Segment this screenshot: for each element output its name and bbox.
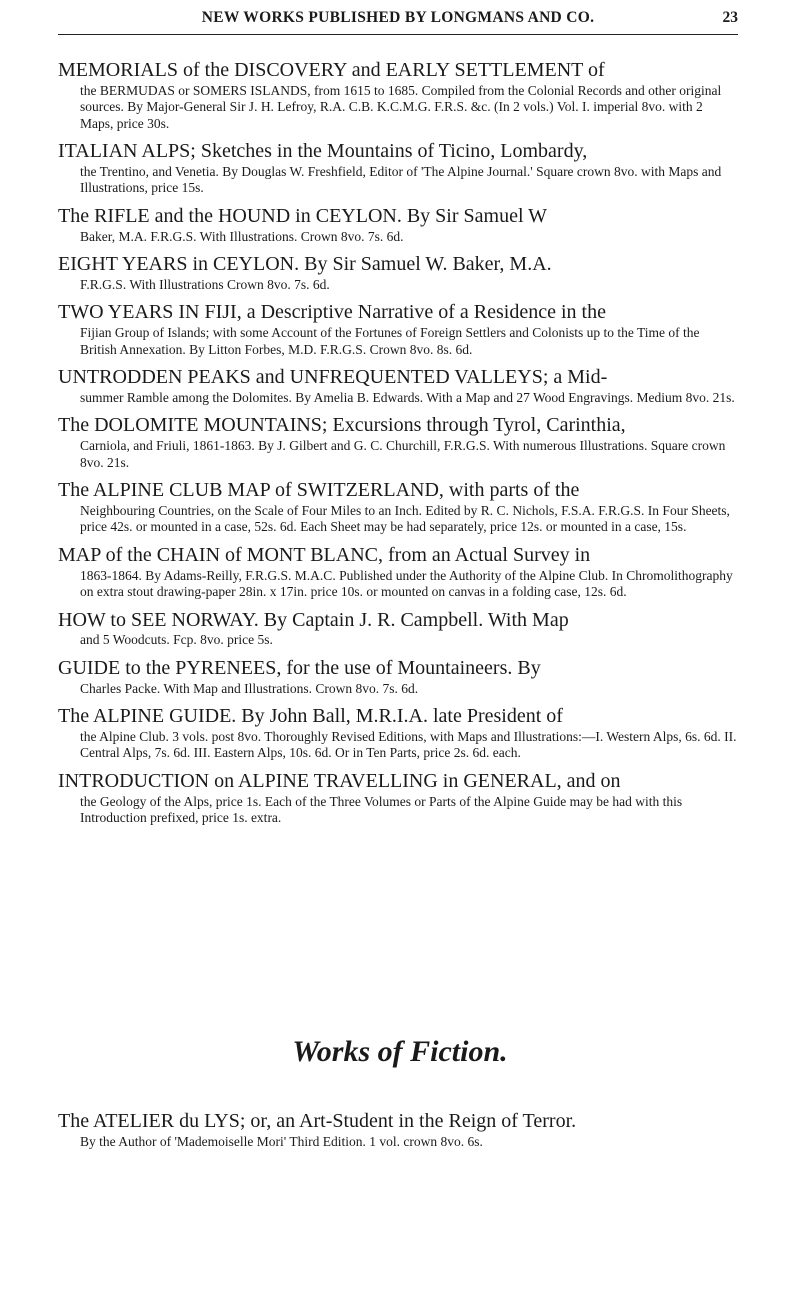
book-heading: The ALPINE CLUB MAP of SWITZERLAND, with parts of the [58, 479, 580, 502]
book-heading: HOW to SEE NORWAY. By Captain J. R. Campbell. With Map [58, 608, 569, 631]
book-description: 1863-1864. By Adams-Reilly, F.R.G.S. M.A.C. Published under the Authority of the Alpine Club. In Chromolithography on extra stout drawing-paper 28in. x 17in. price 10s. or mounted on canvas in a folding case, 12s. 6d. [80, 567, 733, 600]
page-number: 23 [722, 9, 738, 26]
book-description: F.R.G.S. With Illustrations Crown 8vo. 7s. 6d. [80, 277, 330, 292]
page-header [58, 4, 738, 35]
book-description: By the Author of 'Mademoiselle Mori' Third Edition. 1 vol. crown 8vo. 6s. [80, 1133, 483, 1149]
book-description: Baker, M.A. F.R.G.S. With Illustrations. Crown 8vo. 7s. 6d. [80, 228, 404, 244]
book-entry [58, 608, 738, 649]
book-entry [58, 478, 738, 536]
book-description: and 5 Woodcuts. Fcp. 8vo. price 5s. [80, 632, 273, 648]
book-description: the Trentino, and Venetia. By Douglas W. Freshfield, Editor of 'The Alpine Journal.' Square crown 8vo. with Maps and Illustrations, price 15s. [80, 164, 722, 196]
book-entry [58, 204, 738, 245]
book-heading: EIGHT YEARS in CEYLON. By Sir Samuel W. Baker, M.A. [58, 253, 552, 276]
book-entry [58, 365, 738, 406]
running-title: NEW WORKS PUBLISHED BY LONGMANS AND CO. [201, 9, 595, 26]
book-description: the Alpine Club. 3 vols. post 8vo. Thoroughly Revised Editions, with Maps and Illustrations:—I. Western Alps, 6s. 6d. II. Central Alps, 7s. 6d. III. Eastern Alps, 10s. 6d. Or in Ten Parts, price 2s. 6d. each. [80, 729, 737, 761]
book-description: Fijian Group of Islands; with some Account of the Fortunes of Foreign Settlers and Colonists up to the Time of the British Annexation. By Litton Forbes, M.D. F.R.G.S. Crown 8vo. 8s. 6d. [80, 325, 700, 357]
book-entry [58, 300, 738, 358]
book-description: the Geology of the Alps, price 1s. Each of the Three Volumes or Parts of the Alpine Guide may be had with this Introduction prefixed, price 1s. extra. [80, 793, 683, 826]
book-heading: The RIFLE and the HOUND in CEYLON. By Sir Samuel W [58, 204, 548, 227]
book-entry [58, 1109, 738, 1150]
book-entry [58, 252, 738, 293]
book-entry [58, 769, 738, 827]
book-description: the BERMUDAS or SOMERS ISLANDS, from 1615 to 1685. Compiled from the Colonial Records and other original sources. By Major-General Sir J. H. Lefroy, R.A. C.B. K.C.M.G. F.R.S. &c. (In 2 vols.) Vol. I. imperial 8vo. with 2 Maps, price 30s. [80, 82, 722, 131]
book-heading: The DOLOMITE MOUNTAINS; Excursions through Tyrol, Carinthia, [58, 414, 626, 437]
book-heading: UNTRODDEN PEAKS and UNFREQUENTED VALLEYS; a Mid- [58, 366, 608, 389]
book-entry [58, 704, 738, 762]
book-heading: TWO YEARS IN FIJI, a Descriptive Narrative of a Residence in the [58, 301, 606, 324]
book-heading: MAP of the CHAIN of MONT BLANC, from an Actual Survey in [58, 543, 591, 566]
book-description: Carniola, and Friuli, 1861-1863. By J. Gilbert and G. C. Churchill, F.R.G.S. With numerous Illustrations. Square crown 8vo. 21s. [80, 438, 726, 470]
book-entry [58, 413, 738, 471]
book-heading: INTRODUCTION on ALPINE TRAVELLING in GENERAL, and on [58, 769, 621, 792]
book-heading: The ATELIER du LYS; or, an Art-Student in the Reign of Terror. [58, 1110, 577, 1132]
fiction-list [58, 1109, 738, 1157]
book-description: summer Ramble among the Dolomites. By Amelia B. Edwards. With a Map and 27 Wood Engravings. Medium 8vo. 21s. [80, 390, 735, 405]
book-description: Neighbouring Countries, on the Scale of Four Miles to an Inch. Edited by R. C. Nichols, F.S.A. F.R.G.S. In Four Sheets, price 42s. or mounted in a case, 52s. 6d. Each Sheet may be had separately, price 12s. or mounted in a case, 15s. [80, 503, 730, 535]
book-description: Charles Packe. With Map and Illustrations. Crown 8vo. 7s. 6d. [80, 680, 419, 696]
book-heading: GUIDE to the PYRENEES, for the use of Mountaineers. By [58, 656, 541, 679]
section-title-fiction: Works of Fiction. [292, 1035, 508, 1068]
book-list [58, 58, 738, 834]
book-heading: The ALPINE GUIDE. By John Ball, M.R.I.A. late President of [58, 705, 563, 728]
book-heading: MEMORIALS of the DISCOVERY and EARLY SETTLEMENT of [58, 59, 605, 81]
book-entry [58, 139, 738, 197]
book-entry [58, 58, 738, 132]
book-entry [58, 543, 738, 601]
book-heading: ITALIAN ALPS; Sketches in the Mountains of Ticino, Lombardy, [58, 140, 588, 163]
book-entry [58, 656, 738, 697]
